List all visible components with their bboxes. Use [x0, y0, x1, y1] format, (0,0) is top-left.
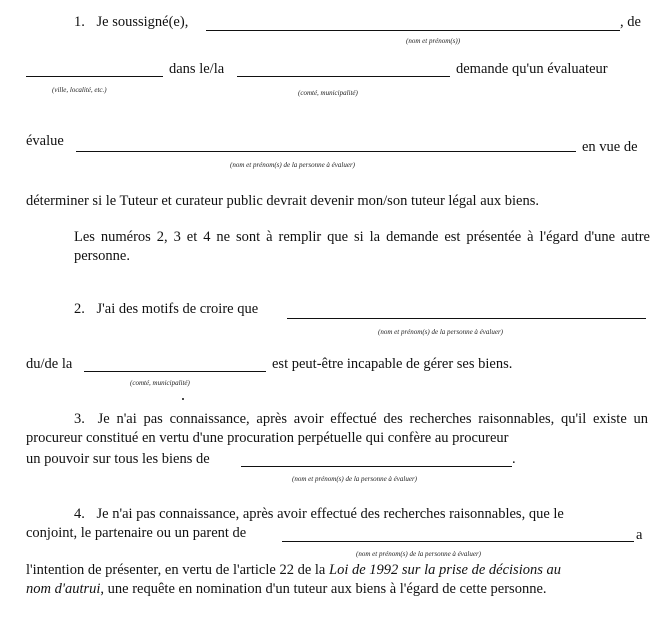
item4-line2-lead: conjoint, le partenaire ou un parent de	[26, 525, 247, 541]
item3-number: 3.	[74, 411, 85, 427]
person-county-field[interactable]	[84, 371, 266, 372]
applicant-city-field[interactable]	[26, 76, 163, 77]
item4-line1	[74, 506, 564, 523]
item1-number: 1.	[74, 14, 85, 30]
item4-line1-text: Je n'ai pas connaissance, après avoir effectué des recherches raisonnables, que le	[96, 506, 564, 522]
item4-line2-end: a	[636, 527, 643, 543]
applicant-name-field[interactable]	[206, 30, 620, 31]
caption-evaluated-person-1: (nom et prénom(s) de la personne à évaluer)	[230, 161, 355, 169]
law-title-part2: nom d'autrui	[26, 581, 101, 597]
item3-text: Je n'ai pas connaissance, après avoir effectué des recherches raisonnables, qu'il existe un procureur constitué en vertu d'une procuration perpétuelle qui confère au procureur	[26, 411, 649, 446]
item4-line3-text: l'intention de présenter, en vertu de l'article 22 de la	[26, 562, 326, 578]
item1-intro	[74, 14, 188, 31]
caption-applicant-name: (nom et prénom(s))	[406, 37, 461, 45]
evaluated-person-field-1[interactable]	[76, 151, 576, 152]
caption-person-county: (comté, municipalité)	[130, 379, 190, 387]
caption-evaluated-person-3: (nom et prénom(s) de la personne à évaluer)	[292, 475, 417, 483]
caption-evaluated-person-4: (nom et prénom(s) de la personne à évaluer)	[356, 550, 481, 558]
law-title-part1: Loi de 1992 sur la prise de décisions au	[329, 562, 561, 578]
item3-paragraph	[26, 410, 648, 448]
item1-line2-end: demande qu'un évaluateur	[456, 61, 608, 77]
item4-line4-rest: , une requête en nomination d'un tuteur aux biens à l'égard de cette personne.	[100, 581, 547, 597]
item1-line2-mid: dans le/la	[169, 61, 225, 77]
item3-last-end: .	[512, 451, 516, 467]
evaluated-person-field-4-end	[608, 541, 634, 542]
item1-line4: déterminer si le Tuteur et curateur public devrait devenir mon/son tuteur légal aux biens.	[26, 193, 539, 209]
evaluated-person-field-2[interactable]	[287, 318, 646, 319]
evaluated-person-field-4[interactable]	[282, 541, 608, 542]
evaluated-person-field-3[interactable]	[241, 466, 512, 467]
stray-mark	[182, 398, 184, 400]
item4-line4	[26, 581, 547, 598]
item2-number: 2.	[74, 301, 85, 317]
item2-lead: J'ai des motifs de croire que	[96, 301, 259, 317]
item1-lead: Je soussigné(e),	[96, 14, 189, 30]
item4-number: 4.	[74, 506, 85, 522]
caption-evaluated-person-2: (nom et prénom(s) de la personne à évaluer)	[378, 328, 503, 336]
item3-last-lead: un pouvoir sur tous les biens de	[26, 451, 210, 467]
item1-after-name: , de	[620, 14, 641, 30]
item2-line2-lead: du/de la	[26, 356, 73, 372]
item4-line3	[26, 562, 561, 579]
item2-intro	[74, 301, 258, 318]
instruction-note: Les numéros 2, 3 et 4 ne sont à remplir que si la demande est présentée à l'égard d'une autre personne.	[74, 229, 650, 264]
caption-city: (ville, localité, etc.)	[52, 86, 107, 94]
item1-line3-lead: évalue	[26, 133, 64, 149]
caption-county: (comté, municipalité)	[298, 89, 358, 97]
item1-line3-end: en vue de	[582, 139, 638, 155]
item2-line2-end: est peut-être incapable de gérer ses biens.	[272, 356, 513, 372]
applicant-county-field[interactable]	[237, 76, 450, 77]
